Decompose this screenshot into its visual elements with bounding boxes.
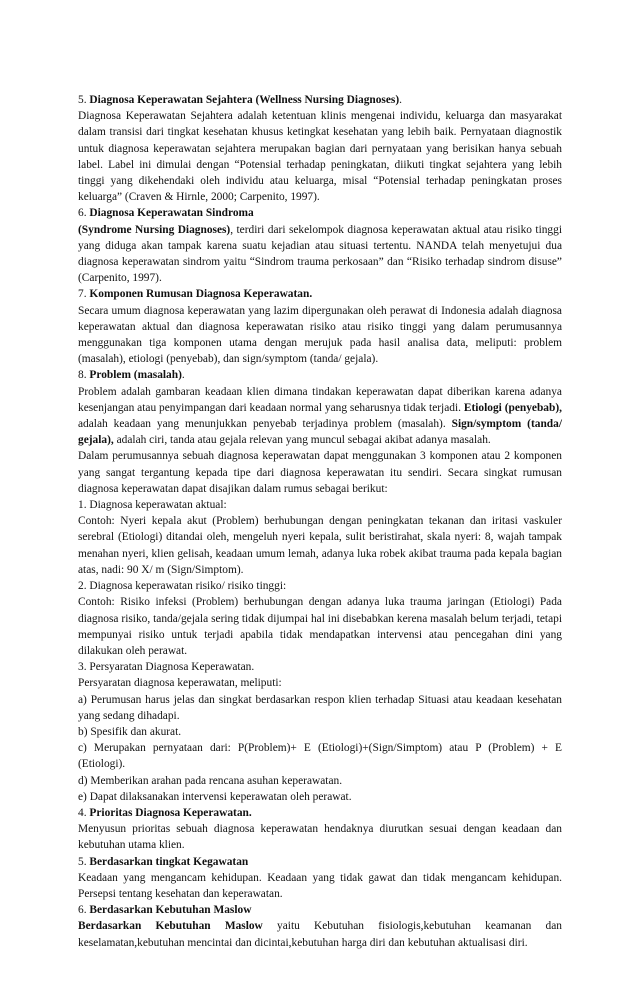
paragraph (78, 918, 562, 950)
paragraph (78, 513, 562, 578)
bold-text: Diagnosa Keperawatan Sindroma (89, 207, 254, 220)
text-span: , terdiri dari sekelompok diagnosa keperawatan aktual atau risiko tinggi yang diduga akan tampak karena suatu kejadian atau situasi tertentu. NANDA telah menyetujui dua diagnosa keperawatan sindrom yaitu “Sindrom trauma perkosaan” dan “Risiko terhadap sindrom disuse” (Carpenito, 1997). (78, 223, 562, 285)
text-span: 3. Persyaratan Diagnosa Keperawatan. (78, 661, 255, 674)
text-span: Contoh: Risiko infeksi (Problem) berhubungan dengan adanya luka trauma jaringan (Etiologi) Pada diagnosa risiko, tanda/gejala sering tidak dijumpai hal ini disebabkan kerena masalah belum terjadi, tetapi mempunyai risiko untuk terjadi apabila tidak mendapatkan intervensi atau pencegahan dini yang dilakukan oleh perawat. (78, 596, 562, 657)
text-span: 6. (78, 207, 90, 220)
text-span: a) Perumusan harus jelas dan singkat berdasarkan respon klien terhadap Situasi atau keadaan kesehatan yang sedang dihadapi. (78, 693, 562, 722)
paragraph (78, 384, 562, 449)
paragraph (78, 108, 562, 205)
paragraph (78, 773, 562, 789)
bold-text: Prioritas Diagnosa Keperawatan. (89, 806, 252, 819)
text-span: d) Memberikan arahan pada rencana asuhan keperawatan. (78, 774, 343, 787)
paragraph (78, 659, 562, 675)
text-span: 4. (78, 806, 90, 819)
paragraph (78, 497, 562, 513)
bold-text: Berdasarkan tingkat Kegawatan (89, 855, 249, 868)
text-span: 7. (78, 288, 90, 301)
text-span: 8. (78, 369, 90, 382)
bold-text: Sign/symptom (tanda/ gejala), (78, 418, 562, 447)
text-span: adalah keadaan yang menunjukkan penyebab terjadinya problem (masalah). (78, 418, 452, 431)
paragraph (78, 902, 562, 918)
text-span: 1. Diagnosa keperawatan aktual: (78, 499, 227, 512)
bold-text: Diagnosa Keperawatan Sejahtera (Wellness Nursing Diagnoses) (89, 94, 400, 106)
text-span: 2. Diagnosa keperawatan risiko/ risiko tinggi: (78, 580, 287, 593)
bold-text: Etiologi (penyebab), (463, 401, 562, 414)
text-span: 5. (78, 94, 90, 106)
text-span: . (399, 94, 403, 106)
paragraph (78, 740, 562, 772)
bold-text: Komponen Rumusan Diagnosa Keperawatan. (89, 288, 313, 301)
text-span: b) Spesifik dan akurat. (78, 725, 182, 738)
text-span: adalah ciri, tanda atau gejala relevan yang muncul sebagai akibat adanya masalah. (113, 434, 491, 447)
text-span: Menyusun prioritas sebuah diagnosa keperawatan hendaknya diurutkan sesuai dengan keadaan dan kebutuhan utama klien. (78, 823, 562, 852)
paragraph (78, 367, 562, 383)
text-span: . (181, 369, 185, 382)
text-span: Secara umum diagnosa keperawatan yang lazim dipergunakan oleh perawat di Indonesia adalah diagnosa keperawatan aktual dan diagnosa keperawatan risiko atau risiko tinggi yang dalam perumusannya menggunakan tiga komponen utama dengan merujuk pada hasil analisa data, meliputi: problem (masalah), etiologi (penyebab), dan sign/symptom (tanda/ gejala). (78, 304, 562, 366)
paragraph (78, 286, 562, 302)
text-span: Dalam perumusannya sebuah diagnosa keperawatan dapat menggunakan 3 komponen atau 2 komponen yang sangat tergantung kepada tipe dari diagnosa keperawatan itu sendiri. Secara singkat rumusan diagnosa keperawatan dapat disajikan dalam rumus sebagai berikut: (78, 450, 562, 495)
text-span: yaitu Kebutuhan fisiologis,kebutuhan keamanan dan keselamatan,kebutuhan mencintai dan dicintai,kebutuhan harga diri dan kebutuhan aktualisasi diri. (78, 920, 563, 949)
paragraph (78, 675, 562, 691)
paragraph (78, 222, 562, 287)
text-span: e) Dapat dilaksanakan intervensi keperawatan oleh perawat. (78, 790, 352, 803)
text-span: Problem adalah gambaran keadaan klien dimana tindakan keperawatan dapat diberikan karena adanya kesenjangan atau penyimpangan dari keadaan normal yang seharusnya tidak terjadi. (78, 385, 562, 414)
text-span: Diagnosa Keperawatan Sejahtera adalah ketentuan klinis mengenai individu, keluarga dan masyarakat dalam transisi dari tingkat kesehatan khusus ketingkat kesehatan yang lebih baik. Pernyataan diagnostik untuk diagnosa keperawatan sejahtera merupakan bagian dari pernyataan yang berisikan hanya sebuah label. Label ini dimulai dengan “Potensial terhadap peningkatan, diikuti tingkat sejahtera yang lebih tinggi yang dikehendaki oleh individu atau keluarga, misal “Potensial terhadap peningkatan proses keluarga” (Craven & Hirnle, 2000; Carpenito, 1997). (78, 110, 562, 204)
text-span: 6. (78, 904, 90, 917)
bold-text: Problem (masalah) (89, 369, 182, 382)
paragraph (78, 594, 562, 659)
paragraph (78, 870, 562, 902)
paragraph (78, 205, 562, 221)
text-span: Contoh: Nyeri kepala akut (Problem) berhubungan dengan peningkatan tekanan dan iritasi vaskuler serebral (Etiologi) ditandai oleh, mengeluh nyeri kepala, sulit beristirahat, skala nyeri: 8, wajah tampak menahan nyeri, klien gelisah, keadaan umum lemah, adanya luka robek akibat trauma pada kepala bagian atas, nadi: 90 X/ m (Sign/Simptom). (78, 515, 562, 576)
paragraph (78, 789, 562, 805)
text-span: 5. (78, 855, 90, 868)
paragraph (78, 692, 562, 724)
bold-text: Berdasarkan Kebutuhan Maslow (78, 920, 263, 933)
paragraph (78, 92, 562, 108)
paragraph (78, 578, 562, 594)
paragraph (78, 303, 562, 368)
bold-text: Berdasarkan Kebutuhan Maslow (89, 904, 252, 917)
paragraph (78, 724, 562, 740)
document-page (78, 92, 562, 951)
bold-text: (Syndrome Nursing Diagnoses) (78, 223, 231, 236)
text-span: c) Merupakan pernyataan dari: P(Problem)+ E (Etiologi)+(Sign/Simptom) atau P (Problem) + E (Etiologi). (78, 742, 562, 771)
paragraph (78, 805, 562, 821)
text-span: Persyaratan diagnosa keperawatan, meliputi: (78, 677, 282, 690)
paragraph (78, 448, 562, 497)
paragraph (78, 821, 562, 853)
text-span: Keadaan yang mengancam kehidupan. Keadaan yang tidak gawat dan tidak mengancam kehidupan. Persepsi tentang kesehatan dan keperawatan. (78, 871, 562, 900)
paragraph (78, 854, 562, 870)
